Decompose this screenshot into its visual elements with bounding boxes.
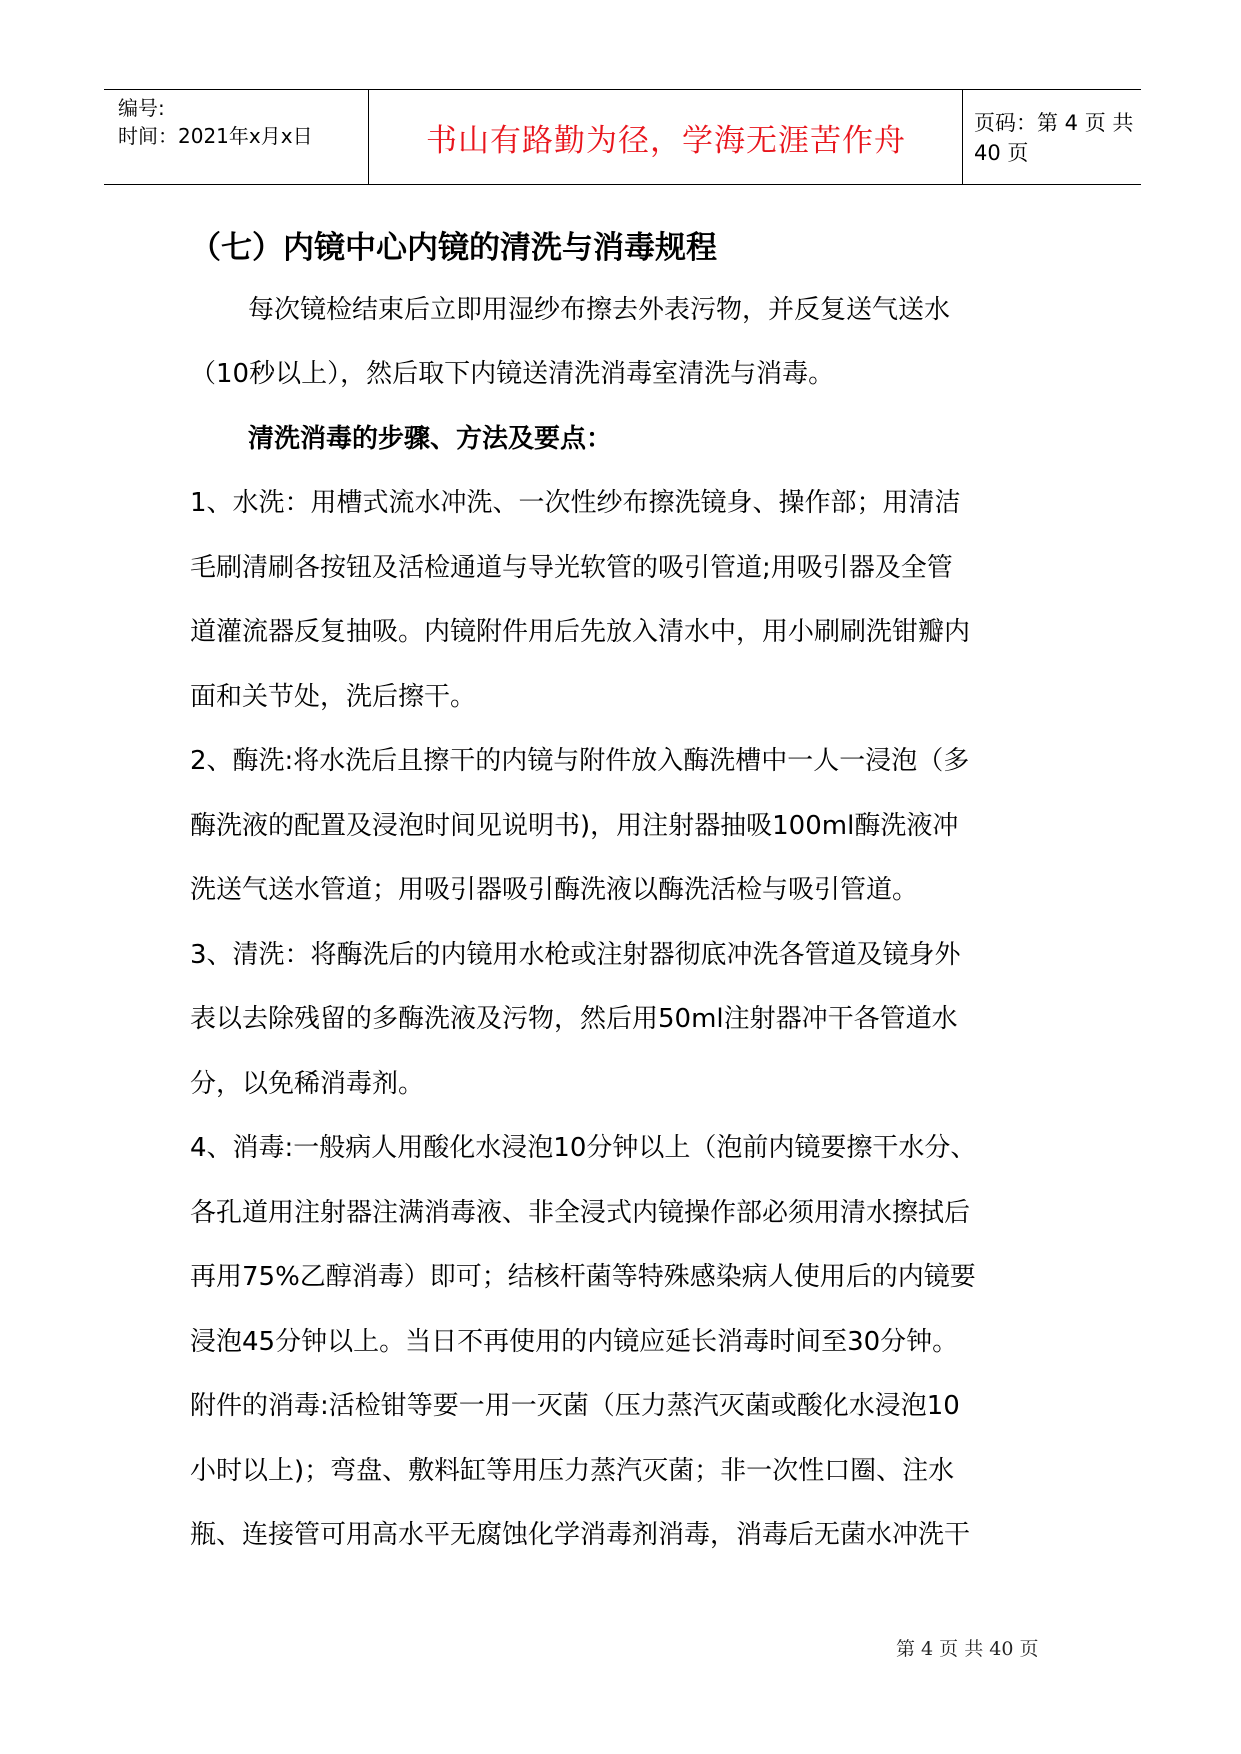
paragraph-line: 4、消毒:一般病人用酸化水浸泡10分钟以上（泡前内镜要擦干水分、 xyxy=(190,1133,977,1163)
paragraph-line: 1、水洗：用槽式流水冲洗、一次性纱布擦洗镜身、操作部；用清洁 xyxy=(190,488,961,518)
paragraph-line: 面和关节处，洗后擦干。 xyxy=(190,682,477,712)
paragraph-line: 再用75%乙醇消毒）即可；结核杆菌等特殊感染病人使用后的内镜要 xyxy=(190,1262,976,1292)
paragraph-line: 2、酶洗:将水洗后且擦干的内镜与附件放入酶洗槽中一人一浸泡（多 xyxy=(190,746,970,776)
header-divider xyxy=(962,90,963,184)
number-label: 编号: xyxy=(118,96,165,120)
paragraph-line: 浸泡45分钟以上。当日不再使用的内镜应延长消毒时间至30分钟。 xyxy=(190,1327,959,1357)
paragraph-line: 附件的消毒:活检钳等要一用一灭菌（压力蒸汽灭菌或酸化水浸泡10 xyxy=(190,1391,960,1421)
paragraph-line: 分，以免稀消毒剂。 xyxy=(190,1069,425,1099)
page-header xyxy=(104,89,1141,185)
paragraph-line: 表以去除残留的多酶洗液及污物，然后用50ml注射器冲干各管道水 xyxy=(190,1004,958,1034)
paragraph-line: 各孔道用注射器注满消毒液、非全浸式内镜操作部必须用清水擦拭后 xyxy=(190,1198,971,1228)
paragraph-line: 洗送气送水管道；用吸引器吸引酶洗液以酶洗活检与吸引管道。 xyxy=(190,875,919,905)
subheading: 清洗消毒的步骤、方法及要点： xyxy=(248,424,613,454)
paragraph-line: 小时以上)；弯盘、敷料缸等用压力蒸汽灭菌；非一次性口圈、注水 xyxy=(190,1456,955,1486)
time-label: 时间：2021年x月x日 xyxy=(118,124,313,148)
paragraph-line: 瓶、连接管可用高水平无腐蚀化学消毒剂消毒，消毒后无菌水冲洗干 xyxy=(190,1520,971,1550)
paragraph-line: 酶洗液的配置及浸泡时间见说明书)，用注射器抽吸100ml酶洗液冲 xyxy=(190,811,959,841)
paragraph-line: 3、清洗：将酶洗后的内镜用水枪或注射器彻底冲洗各管道及镜身外 xyxy=(190,940,961,970)
paragraph-line: （10秒以上），然后取下内镜送清洗消毒室清洗与消毒。 xyxy=(190,359,835,389)
header-page-number: 页码：第 4 页 共 40 页 xyxy=(974,111,1134,165)
header-motto: 书山有路勤为径，学海无涯苦作舟 xyxy=(426,122,906,159)
section-heading: （七）内镜中心内镜的清洗与消毒规程 xyxy=(190,230,717,266)
header-info xyxy=(104,90,368,184)
header-divider xyxy=(368,90,369,184)
page-footer: 第 4 页 共 40 页 xyxy=(896,1638,1039,1660)
paragraph-line: 毛刷清刷各按钮及活检通道与导光软管的吸引管道;用吸引器及全管 xyxy=(190,553,953,583)
paragraph-line: 每次镜检结束后立即用湿纱布擦去外表污物，并反复送气送水 xyxy=(248,295,951,325)
paragraph-line: 道灌流器反复抽吸。内镜附件用后先放入清水中，用小刷刷洗钳瓣内 xyxy=(190,617,971,647)
